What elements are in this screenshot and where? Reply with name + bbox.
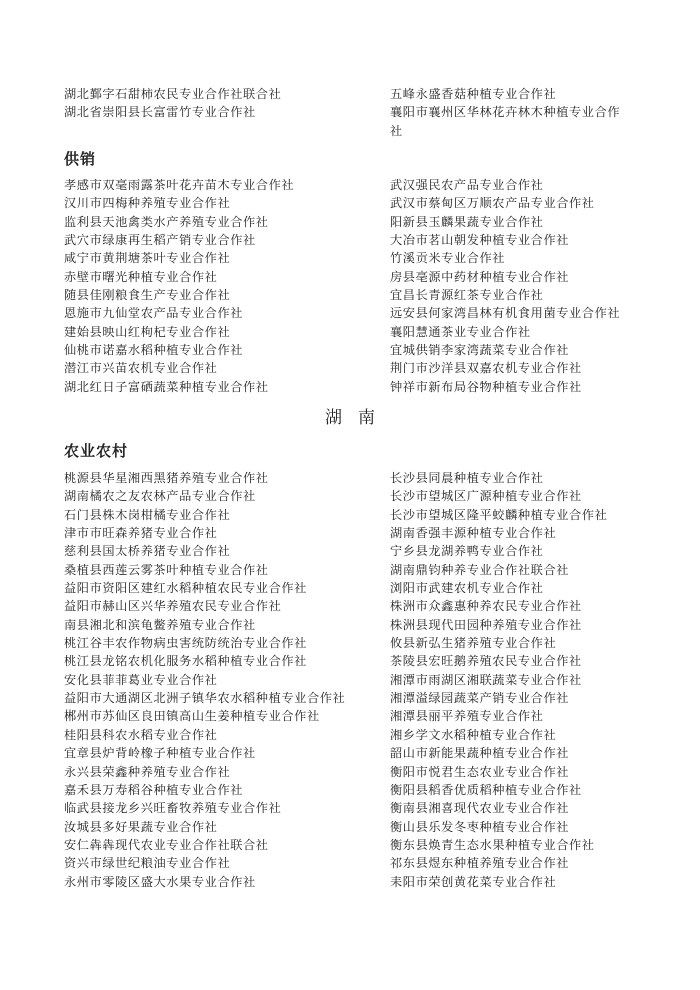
list-item: 社 bbox=[390, 123, 403, 138]
list-item: 攸县新弘生猪养殖专业合作社 bbox=[390, 636, 557, 651]
list-item: 韶山市新能果蔬种植专业合作社 bbox=[390, 746, 570, 761]
list-item: 桃源县华星湘西黑猪养殖专业合作社 bbox=[64, 471, 269, 485]
list-item: 安化县菲菲葛业专业合作社 bbox=[64, 672, 218, 687]
list-item: 湖北红日子富硒蔬菜种植专业合作社 bbox=[64, 379, 269, 394]
list-item: 随县佳刚粮食生产专业合作社 bbox=[64, 288, 231, 303]
province-heading: 湖南 bbox=[325, 408, 391, 428]
list-item: 安仁犇犇现代农业专业合作社联合社 bbox=[64, 837, 269, 852]
list-item: 宁乡县龙湖养鸭专业合作社 bbox=[390, 544, 544, 559]
list-item: 耒阳市荣创黄花菜专业合作社 bbox=[390, 874, 557, 889]
list-item: 衡东县焕青生态水果种植专业合作社 bbox=[390, 837, 595, 852]
list-item: 益阳市大通湖区北洲子镇华农水稻种植专业合作社 bbox=[64, 691, 346, 706]
list-item: 五峰永盛香菇种植专业合作社 bbox=[390, 87, 557, 101]
list-item: 桂阳县科农水稻专业合作社 bbox=[64, 727, 218, 742]
list-item: 益阳市赫山区兴华养殖农民专业合作社 bbox=[64, 599, 282, 614]
list-item: 桃江县龙铭农机化服务水稻种植专业合作社 bbox=[64, 654, 307, 669]
list-item: 湘潭县丽平养殖专业合作社 bbox=[390, 709, 544, 724]
list-item: 湖南香强丰源种植专业合作社 bbox=[390, 526, 557, 541]
list-item: 宜昌长青源红茶专业合作社 bbox=[390, 288, 544, 303]
list-item: 长沙县同晨种植专业合作社 bbox=[390, 471, 544, 485]
list-item: 宜城供销李家湾蔬菜专业合作社 bbox=[390, 343, 570, 358]
list-item: 武汉强民农产品专业合作社 bbox=[390, 178, 544, 192]
list-item: 恩施市九仙堂农产品专业合作社 bbox=[64, 306, 244, 321]
list-item: 赤壁市曙光种植专业合作社 bbox=[64, 269, 218, 284]
list-item: 襄阳市襄州区华林花卉林木种植专业合作 bbox=[390, 105, 621, 120]
list-item: 湖南橘农之友农林产品专业合作社 bbox=[64, 489, 256, 504]
list-item: 桑植县西莲云雾茶叶种植专业合作社 bbox=[64, 562, 269, 577]
list-item: 湖北省崇阳县长富雷竹专业合作社 bbox=[64, 105, 256, 120]
list-item: 茶陵县宏旺鹅养殖农民专业合作社 bbox=[390, 654, 582, 669]
list-left-column bbox=[64, 176, 390, 396]
category-heading-supply-marketing: 供销 bbox=[64, 150, 97, 168]
list-item: 湘潭溢绿园蔬菜产销专业合作社 bbox=[390, 691, 570, 706]
list-right-column bbox=[390, 469, 664, 891]
list-item: 孝感市双毫雨露茶叶花卉苗木专业合作社 bbox=[64, 178, 295, 192]
list-item: 衡山县乐发冬枣种植专业合作社 bbox=[390, 819, 570, 834]
list-item: 武穴市绿康再生稻产销专业合作社 bbox=[64, 233, 256, 248]
list-item: 衡阳市悦君生态农业专业合作社 bbox=[390, 764, 570, 779]
list-right-column bbox=[390, 85, 664, 140]
list-item: 钟祥市新布局谷物种植专业合作社 bbox=[390, 379, 582, 394]
list-item: 房县亳源中药材种植专业合作社 bbox=[390, 269, 570, 284]
list-item: 浏阳市武建农机专业合作社 bbox=[390, 581, 544, 596]
list-item: 阳新县玉麟果蔬专业合作社 bbox=[390, 214, 544, 229]
agriculture-rural-list bbox=[64, 469, 664, 891]
list-item: 临武县接龙乡兴旺畜牧养殖专业合作社 bbox=[64, 801, 282, 816]
list-item: 长沙市望城区隆平蛟麟种植专业合作社 bbox=[390, 507, 608, 522]
list-item: 汉川市四梅种养殖专业合作社 bbox=[64, 196, 231, 211]
list-item: 永州市零陵区盛大水果专业合作社 bbox=[64, 874, 256, 889]
list-item: 远安县何家湾昌林有机食用菌专业合作社 bbox=[390, 306, 621, 321]
list-item: 竹溪贡米专业合作社 bbox=[390, 251, 506, 266]
list-item: 宜章县炉背岭橡子种植专业合作社 bbox=[64, 746, 256, 761]
list-item: 长沙市望城区广源种植专业合作社 bbox=[390, 489, 582, 504]
list-item: 津市市旺森养猪专业合作社 bbox=[64, 526, 218, 541]
list-item: 慈利县国太桥养猪专业合作社 bbox=[64, 544, 231, 559]
list-item: 襄阳慧通茶业专业合作社 bbox=[390, 324, 531, 339]
list-item: 湖北鄞字石甜柿农民专业合作社联合社 bbox=[64, 87, 282, 101]
list-item: 郴州市苏仙区良田镇高山生姜种植专业合作社 bbox=[64, 709, 320, 724]
list-item: 祁东县煜东种植养殖专业合作社 bbox=[390, 856, 570, 871]
list-item: 湖南鼎钧种养专业合作社联合社 bbox=[390, 562, 570, 577]
list-item: 桃江谷丰农作物病虫害统防统治专业合作社 bbox=[64, 636, 307, 651]
list-item: 石门县株木岗柑橘专业合作社 bbox=[64, 507, 231, 522]
list-right-column bbox=[390, 176, 664, 396]
list-item: 武汉市蔡甸区万顺农产品专业合作社 bbox=[390, 196, 595, 211]
list-item: 建始县映山红枸杞专业合作社 bbox=[64, 324, 231, 339]
list-item: 湘乡学文水稻种植专业合作社 bbox=[390, 727, 557, 742]
list-item: 湘潭市雨湖区湘联蔬菜专业合作社 bbox=[390, 672, 582, 687]
continuation-list bbox=[64, 85, 664, 140]
list-item: 荆门市沙洋县双嘉农机专业合作社 bbox=[390, 361, 582, 376]
supply-marketing-list bbox=[64, 176, 664, 396]
list-item: 株洲县现代田园种养殖专业合作社 bbox=[390, 617, 582, 632]
list-item: 汝城县多好果蔬专业合作社 bbox=[64, 819, 218, 834]
list-item: 仙桃市诺嘉水稻种植专业合作社 bbox=[64, 343, 244, 358]
list-item: 衡南县湘喜现代农业专业合作社 bbox=[390, 801, 570, 816]
list-item: 衡阳县稻香优质稻种植专业合作社 bbox=[390, 782, 582, 797]
list-left-column bbox=[64, 469, 390, 891]
list-left-column bbox=[64, 85, 390, 140]
list-item: 永兴县荣鑫种养殖专业合作社 bbox=[64, 764, 231, 779]
list-item: 南县湘北和滨龟鳖养殖专业合作社 bbox=[64, 617, 256, 632]
list-item: 嘉禾县万寿稻谷种植专业合作社 bbox=[64, 782, 244, 797]
list-item: 资兴市绿世纪粮油专业合作社 bbox=[64, 856, 231, 871]
list-item: 益阳市资阳区建红水稻种植农民专业合作社 bbox=[64, 581, 307, 596]
list-item: 潜江市兴苗农机专业合作社 bbox=[64, 361, 218, 376]
list-item: 监利县天池禽类水产养殖专业合作社 bbox=[64, 214, 269, 229]
list-item: 株洲市众鑫惠种养农民专业合作社 bbox=[390, 599, 582, 614]
list-item: 大冶市茗山朝发种植专业合作社 bbox=[390, 233, 570, 248]
list-item: 咸宁市黄荆塘茶叶专业合作社 bbox=[64, 251, 231, 266]
category-heading-agriculture-rural: 农业农村 bbox=[64, 442, 129, 460]
